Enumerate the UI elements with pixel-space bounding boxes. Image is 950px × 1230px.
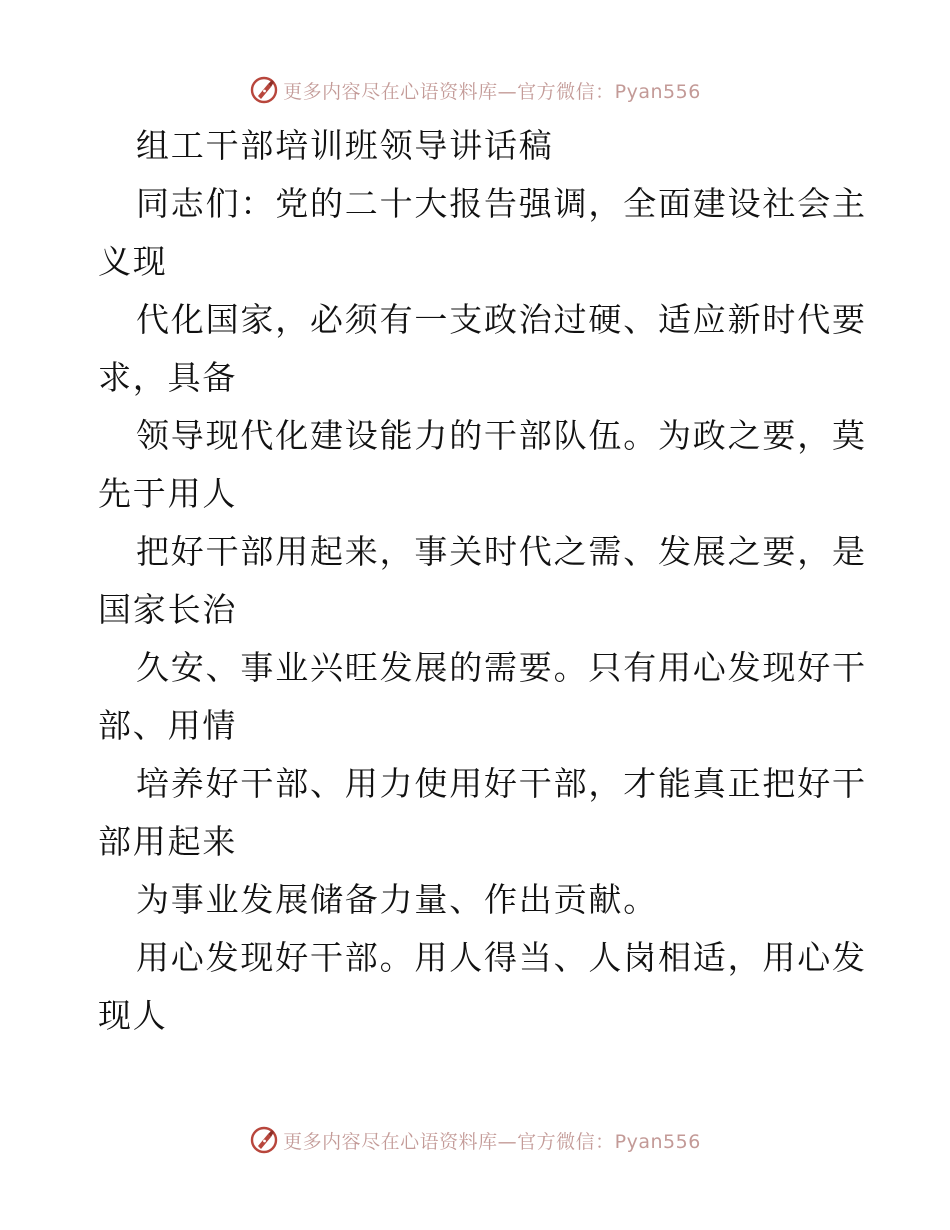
- paragraph-line: 久安、事业兴旺发展的需要。只有用心发现好干: [136, 648, 867, 687]
- paragraph-line: 部、用情: [98, 706, 238, 745]
- footer-banner-text: 更多内容尽在心语资料库—官方微信：Pyan556: [283, 1130, 701, 1153]
- paragraph-line: 先于用人: [98, 474, 238, 513]
- paragraph-line: 领导现代化建设能力的干部队伍。为政之要，莫: [136, 416, 867, 455]
- paragraph-line: 部用起来: [98, 822, 238, 861]
- paragraph-line: 义现: [98, 242, 168, 281]
- paragraph-line: 为事业发展储备力量、作出贡献。: [136, 880, 658, 919]
- header-banner-text: 更多内容尽在心语资料库—官方微信：Pyan556: [283, 80, 701, 103]
- paragraph-line: 用心发现好干部。用人得当、人岗相适，用心发: [136, 938, 867, 977]
- paragraph-line: 现人: [98, 996, 168, 1035]
- document-title: 组工干部培训班领导讲话稿: [136, 126, 554, 165]
- paragraph-line: 求，具备: [98, 358, 238, 397]
- paragraph-line: 国家长治: [98, 590, 238, 629]
- paragraph-line: 代化国家，必须有一支政治过硬、适应新时代要: [136, 300, 867, 339]
- paragraph-line: 同志们：党的二十大报告强调，全面建设社会主: [136, 184, 867, 223]
- pen-nib-logo-icon: [249, 1125, 279, 1155]
- pen-nib-logo-icon: [249, 75, 279, 105]
- header-banner: [0, 72, 950, 108]
- footer-banner: [0, 1122, 950, 1158]
- paragraph-line: 培养好干部、用力使用好干部，才能真正把好干: [136, 764, 867, 803]
- paragraph-line: 把好干部用起来，事关时代之需、发展之要，是: [136, 532, 867, 571]
